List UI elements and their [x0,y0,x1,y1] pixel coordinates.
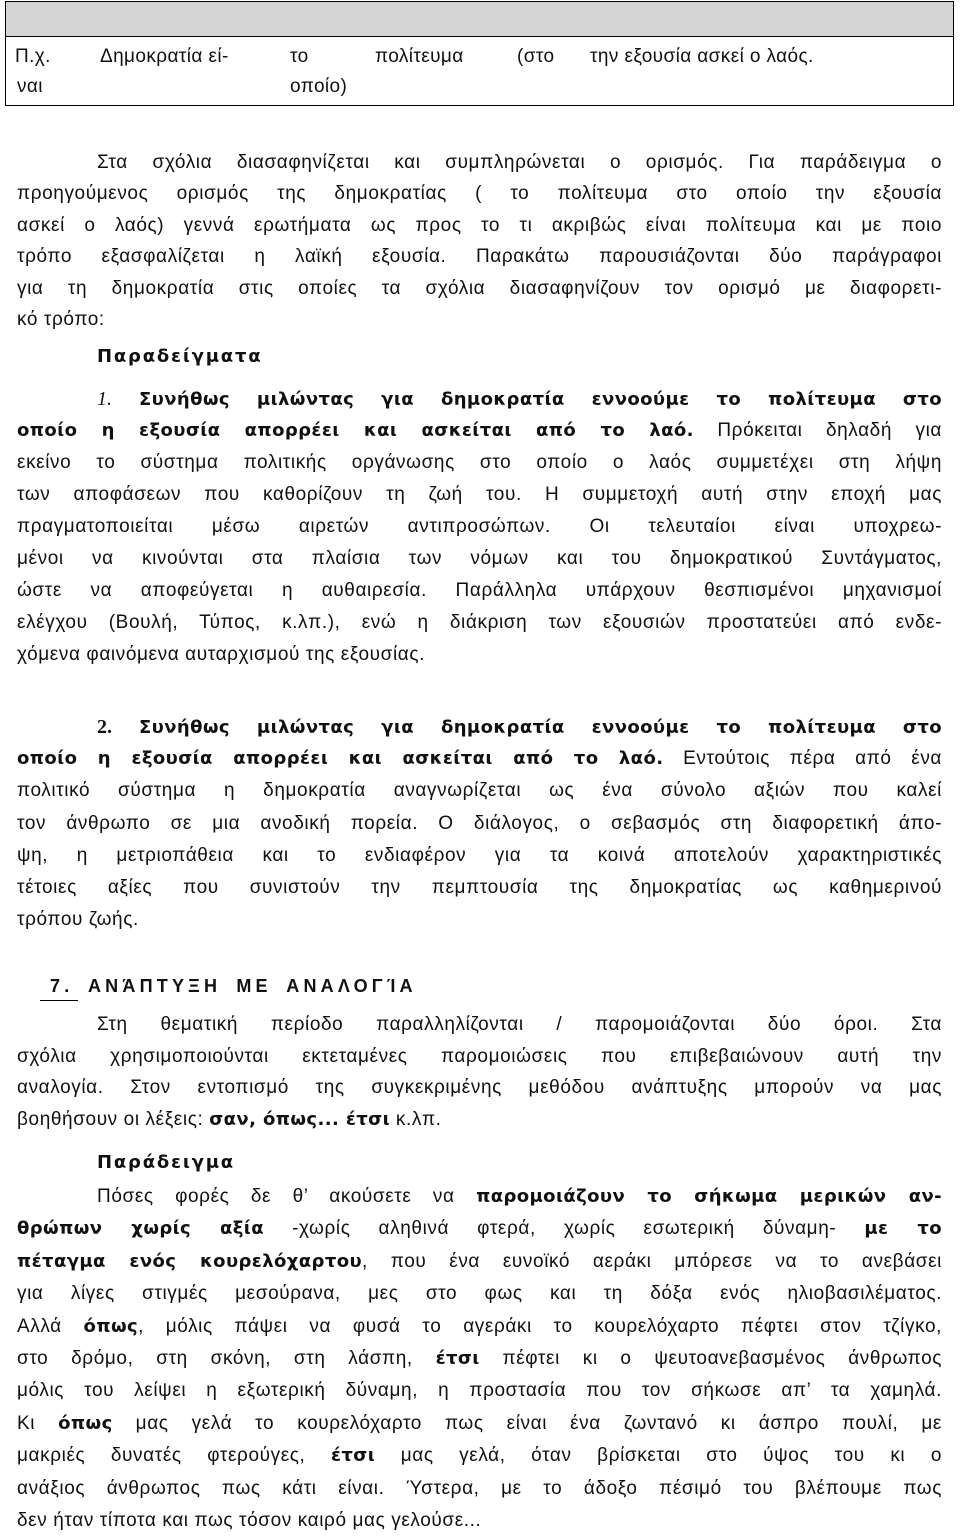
text-segment: για τη δημοκρατία στις οποίες τα σχόλια διασαφηνίζουν τον ορισμό με διαφορετι- [17,277,942,299]
text-line [17,904,942,936]
line-content [17,1311,942,1343]
text-segment: Πρόκειται δηλαδή για [693,420,942,441]
text-segment: δεν ήταν τίποτα και πως τόσον καιρό μας γελούσε... [17,1509,482,1531]
line-content [97,147,942,178]
line-content [17,840,942,872]
text-segment: μόλις του λείψει η εξωτερική δύναμη, η προστασία που τον σήκωσε απ’ τα χαμηλά. [17,1380,942,1402]
text-segment: χόμενα φαινόμενα αυταρχισμού της εξουσίας. [17,644,425,665]
line-content [17,1213,942,1245]
text-line [17,479,942,511]
line-content [17,210,942,241]
text-segment: τρόπο εξασφαλίζεται η λαϊκή εξουσία. Παρακάτω παρουσιάζονται δύο παράγραφοι [17,246,942,268]
example-col2-line1: το [290,46,309,67]
text-line [17,1408,942,1440]
text-segment: Κι [17,1412,59,1434]
text-line [17,543,942,575]
text-line [17,1181,942,1213]
text-line [17,639,942,671]
line-content [97,1009,942,1041]
text-line [17,607,942,639]
line-content [17,415,942,447]
text-line [17,1473,942,1505]
section-number: 7. [50,976,74,996]
text-line [17,147,942,178]
comments-paragraph [17,147,942,335]
line-content [17,1246,942,1278]
line-content [17,1072,942,1104]
example-heading: Παράδειγμα [97,1152,235,1173]
line-content [17,1278,942,1310]
text-line [17,872,942,904]
text-line [17,808,942,840]
example-label: Π.χ. [15,46,51,67]
text-segment: μας γελά το κουρελόχαρτο πως είναι ένα ζωντανό κι άσπρο πουλί, με [112,1412,942,1434]
bold-text: σαν, όπως... έτσι [209,1109,391,1131]
line-content [17,1041,942,1073]
line-content [17,511,942,543]
bold-text: έτσι [435,1347,480,1369]
text-line [17,383,942,415]
line-content [17,447,942,479]
text-segment: πολιτικό σύστημα η δημοκρατία αναγνωρίζεται ως ένα σύνολο αξιών που καλεί [17,780,942,802]
text-line [17,1041,942,1073]
text-segment: κό τρόπο: [17,308,105,330]
text-line [17,575,942,607]
text-segment: στο δρόμο, στη σκόνη, στη λάσπη, [17,1347,436,1369]
example-col2-line2: οποίο) [290,76,348,97]
bold-text: με το [864,1218,942,1240]
line-content [17,543,942,575]
text-segment: πέφτει κι ο ψευτοανεβασμένος άνθρωπος [479,1347,942,1369]
text-segment: ώστε να αποφεύγεται η αυθαιρεσία. Παράλληλα υπάρχουν θεσπισμένοι μηχανισμοί [17,580,942,601]
text-line [17,1072,942,1104]
text-segment: , μόλις πάψει να φυσά το αγεράκι το κουρελόχαρτο πέφτει στον τζίγκο, [138,1315,942,1337]
section-heading [50,972,417,1000]
text-line [17,1278,942,1310]
text-segment: ανάξιος άνθρωπος πως κάτι είναι. Ύστερα, με το άδοξο πέσιμό του βλέπουμε πως [17,1477,942,1499]
text-line [17,1311,942,1343]
line-content [17,1440,942,1472]
text-line [17,304,942,335]
text-line [17,1104,942,1136]
line-content [17,1473,942,1505]
example-col5: την εξουσία ασκεί ο λαός. [590,46,814,67]
line-content [17,241,942,272]
bold-text: οποίο η εξουσία απορρέει και ασκείται από το λαό. [17,420,694,441]
text-segment: τρόπου ζωής. [17,909,139,931]
bold-text: όπως [58,1412,113,1434]
text-segment: ψη, η μετριοπάθεια και το ενδιαφέρον για τα κοινά αποτελούν χαρακτηριστικές [17,844,942,866]
bold-text: έτσι [330,1445,376,1467]
example-term-line2: ναι [17,76,43,97]
section-number-underline [40,1000,78,1001]
line-content [17,1408,942,1440]
line-content [17,808,942,840]
bold-text: πέταγμα ενός κουρελόχαρτου [17,1250,363,1272]
text-segment: εκείνο το σύστημα πολιτικής οργάνωσης στο οποίο ο λαός συμμετέχει στη λήψη [17,452,942,473]
text-segment: , που ένα ευνοϊκό αεράκι μπόρεσε να το ανεβάσει [362,1250,942,1272]
text-segment: Εντούτοις πέρα από ένα [663,748,943,770]
text-line [17,1246,942,1278]
item-number: 1. [97,388,112,410]
text-line [17,711,942,743]
text-segment: προηγούμενος ορισμός της δημοκρατίας ( το πολίτευμα στο οποίο την εξουσία [17,183,942,205]
line-content [17,304,105,335]
text-line [17,415,942,447]
analogy-example-paragraph [17,1181,942,1537]
bold-text: όπως [83,1315,139,1337]
analogy-paragraph [17,1009,942,1136]
text-line [17,1375,942,1407]
text-segment: μένοι να κινούνται στα πλαίσια των νόμων και του δημοκρατικού Συντάγματος, [17,548,942,569]
definition-box-header-bar [6,2,953,37]
text-line [17,1505,942,1537]
text-line [17,775,942,807]
text-segment: τον άνθρωπο σε μια ανοδική πορεία. Ο διάλογος, ο σεβασμός στη διαφορετική άπο- [17,812,942,834]
text-segment: Αλλά [17,1315,84,1337]
line-content [17,1505,481,1537]
line-content [17,607,942,639]
text-segment: αναλογία. Στον εντοπισμό της συγκεκριμένης μεθόδου ανάπτυξης μπορούν να μας [17,1077,942,1099]
text-segment: ελέγχου (Βουλή, Τύπος, κ.λπ.), ενώ η διάκριση των εξουσιών προστατεύει από ενδε- [17,612,942,633]
text-line [17,273,942,304]
text-segment: Πόσες φορές δε θ’ ακούσετε να [97,1186,477,1207]
bold-text: θρώπων χωρίς αξία [17,1218,264,1240]
text-line [17,241,942,272]
item-number: 2. [97,716,112,738]
text-line [17,210,942,241]
text-segment: Στα σχόλια διασαφηνίζεται και συμπληρώνεται ο ορισμός. Για παράδειγμα ο [97,152,942,173]
text-segment: ασκεί ο λαός) γεννά ερωτήματα ως προς το τι ακριβώς είναι πολίτευμα και με ποιο [17,214,942,236]
text-segment: πραγματοποιείται μέσω αιρετών αντιπροσώπων. Οι τελευταίοι είναι υποχρεω- [17,516,942,537]
text-line [17,743,942,775]
section-title: ΑΝΆΠΤΥΞΗ ΜΕ ΑΝΑΛΟΓΊΑ [87,976,417,996]
text-segment: -χωρίς αληθινά φτερά, χωρίς εσωτερική δύναμη- [263,1218,865,1240]
line-content [17,575,942,607]
bold-text: Συνήθως μιλώντας για δημοκρατία εννοούμε το πολίτευμα στο [112,717,942,738]
line-content [17,1375,942,1407]
text-line [17,1440,942,1472]
line-content [17,872,942,904]
line-content [17,639,425,671]
text-line [17,447,942,479]
line-content [97,711,942,744]
line-content [17,904,139,936]
examples-heading: Παραδείγματα [97,346,263,367]
text-segment: σχόλια χρησιμοποιούνται εκτεταμένες παρομοιώσεις που επιβεβαιώνουν αυτή την [17,1045,942,1067]
line-content [17,1104,442,1136]
example-item-1 [17,383,942,671]
bold-text: παρομοιάζουν το σήκωμα μερικών αν- [476,1186,942,1207]
text-segment: για λίγες στιγμές μεσούρανα, μες στο φως και τη δόξα ενός ηλιοβασιλέματος. [17,1283,942,1305]
text-segment: μας γελά, όταν βρίσκεται στο ύψος του κι ο [375,1445,942,1467]
line-content [97,383,942,416]
text-line [17,1343,942,1375]
line-content [17,178,942,209]
line-content [97,1181,942,1213]
text-line [17,178,942,209]
text-line [17,840,942,872]
example-term-line1: Δημοκρατία εί- [100,46,229,67]
line-content [17,273,942,304]
text-line [17,511,942,543]
text-segment: μακριές δυνατές φτερούγες, [17,1445,331,1467]
text-line [17,1009,942,1041]
bold-text: οποίο η εξουσία απορρέει και ασκείται από το λαό. [17,748,664,770]
example-col4: (στο [517,46,555,67]
line-content [17,743,942,775]
line-content [17,1343,942,1375]
text-segment: κ.λπ. [390,1109,442,1131]
text-segment: βοηθήσουν οι λέξεις: [17,1109,210,1131]
text-segment: Στη θεματική περίοδο παραλληλίζονται / παρομοιάζονται δύο όροι. Στα [97,1014,942,1035]
example-col3: πολίτευμα [375,46,464,67]
text-line [17,1213,942,1245]
example-item-2 [17,711,942,936]
bold-text: Συνήθως μιλώντας για δημοκρατία εννοούμε το πολίτευμα στο [112,389,942,410]
line-content [17,479,942,511]
text-segment: των αποφάσεων που καθορίζουν τη ζωή του. Η συμμετοχή αυτή στην εποχή μας [17,484,942,505]
line-content [17,775,942,807]
text-segment: τέτοιες αξίες που συνιστούν την πεμπτουσία της δημοκρατίας ως καθημερινού [17,876,942,898]
